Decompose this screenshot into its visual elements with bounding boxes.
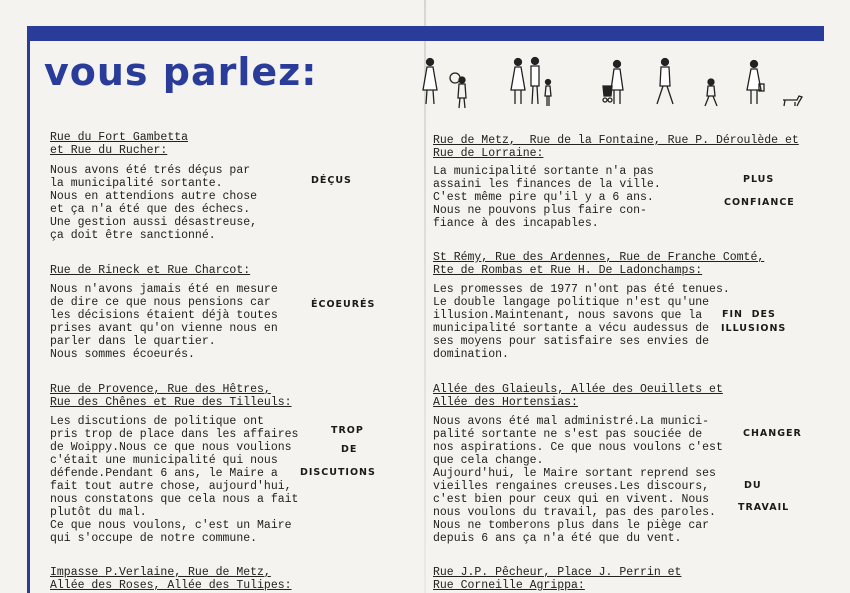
dog-icon xyxy=(783,96,802,106)
keyword-tag: FIN DES xyxy=(722,309,776,320)
keyword-tag: DE xyxy=(341,444,358,455)
testimony-text: Nous avons été trés déçus par la municipalité sortante. Nous en attendions autre chose et ça n'a été que des échecs. Une gestion aussi désastreuse, ça doit être sanctionné. xyxy=(50,164,258,242)
keyword-tag: PLUS xyxy=(743,174,775,185)
keyword-tag: TROP xyxy=(331,425,364,436)
keyword-tag: DU xyxy=(744,480,762,491)
keyword-tag: CHANGER xyxy=(743,428,802,439)
walking-man-icon xyxy=(657,59,673,105)
keyword-tag: ILLUSIONS xyxy=(721,323,787,334)
street-heading: Allée des Glaieuls, Allée des Oeuillets et Allée des Hortensias: xyxy=(433,383,723,409)
page-title: vous parlez: xyxy=(44,50,318,94)
street-heading: St Rémy, Rue des Ardennes, Rue de Franche Comté, Rte de Rombas et Rue H. De Ladonchamps: xyxy=(433,251,765,277)
street-heading: Impasse P.Verlaine, Rue de Metz, Allée des Roses, Allée des Tulipes: xyxy=(50,566,292,592)
street-heading: Rue J.P. Pêcheur, Place J. Perrin et Rue Corneille Agrippa: xyxy=(433,566,682,592)
street-heading: Rue de Rineck et Rue Charcot: xyxy=(50,264,251,277)
testimony-text: Nous avons été mal administré.La munici- palité sortante ne s'est pas souciée de nos aspirations. Ce que nous voulons c'est que cela change. Aujourd'hui, le Maire sortant reprend ses vieilles rengaines creuses.Les discours, c'est bien pour ceux qui en vivent. Nous nous voulons du travail, pas des paroles. Nous ne tomberons plus dans le piège car depuis 6 ans ça n'a été que du vent. xyxy=(433,415,723,545)
keyword-tag: ÉCOEURÉS xyxy=(311,299,376,310)
keyword-tag: CONFIANCE xyxy=(724,197,795,208)
street-heading: Rue du Fort Gambetta et Rue du Rucher: xyxy=(50,131,189,157)
keyword-tag: DÉÇUS xyxy=(311,175,352,186)
keyword-tag: TRAVAIL xyxy=(738,502,790,513)
testimony-text: Nous n'avons jamais été en mesure de dire ce que nous pensions car les décisions étaient déjà toutes prises avant qu'on vienne nous en parler dans le quartier. Nous sommes écoeurés. xyxy=(50,283,278,361)
header-bar xyxy=(27,26,824,41)
woman-figure-icon xyxy=(423,59,437,105)
left-border xyxy=(27,26,30,593)
testimony-text: La municipalité sortante n'a pas assaini les finances de la ville. C'est même pire qu'il y a 6 ans. Nous ne pouvons plus faire con- fiance à des incapables. xyxy=(433,165,661,230)
child-figure-icon xyxy=(450,73,466,108)
running-child-icon xyxy=(705,79,717,106)
street-heading: Rue de Metz, Rue de la Fontaine, Rue P. Déroulède et Rue de Lorraine: xyxy=(433,134,799,160)
people-illustration xyxy=(415,56,805,114)
couple-figure-icon xyxy=(511,58,551,107)
street-heading: Rue de Provence, Rue des Hêtres, Rue des Chênes et Rue des Tilleuls: xyxy=(50,383,292,409)
keyword-tag: DISCUTIONS xyxy=(300,467,376,478)
woman-with-pram-icon xyxy=(603,61,623,105)
testimony-text: Les promesses de 1977 n'ont pas été tenues. Le double langage politique n'est qu'une illusion.Maintenant, nous savons que la municipalité sortante a vécu audessus de ses moyens pour satisfaire ses envies de domination. xyxy=(433,283,730,361)
woman-with-bag-icon xyxy=(747,61,764,105)
testimony-text: Les discutions de politique ont pris trop de place dans les affaires de Woippy.Nous ce que nous voulions c'était une municipalité qui nous défende.Pendant 6 ans, le Maire a fait tout autre chose, aujourd'hui, nous constatons que cela nous a fait plutôt du mal. Ce que nous voulons, c'est un Maire qui s'occupe de notre commune. xyxy=(50,415,299,545)
